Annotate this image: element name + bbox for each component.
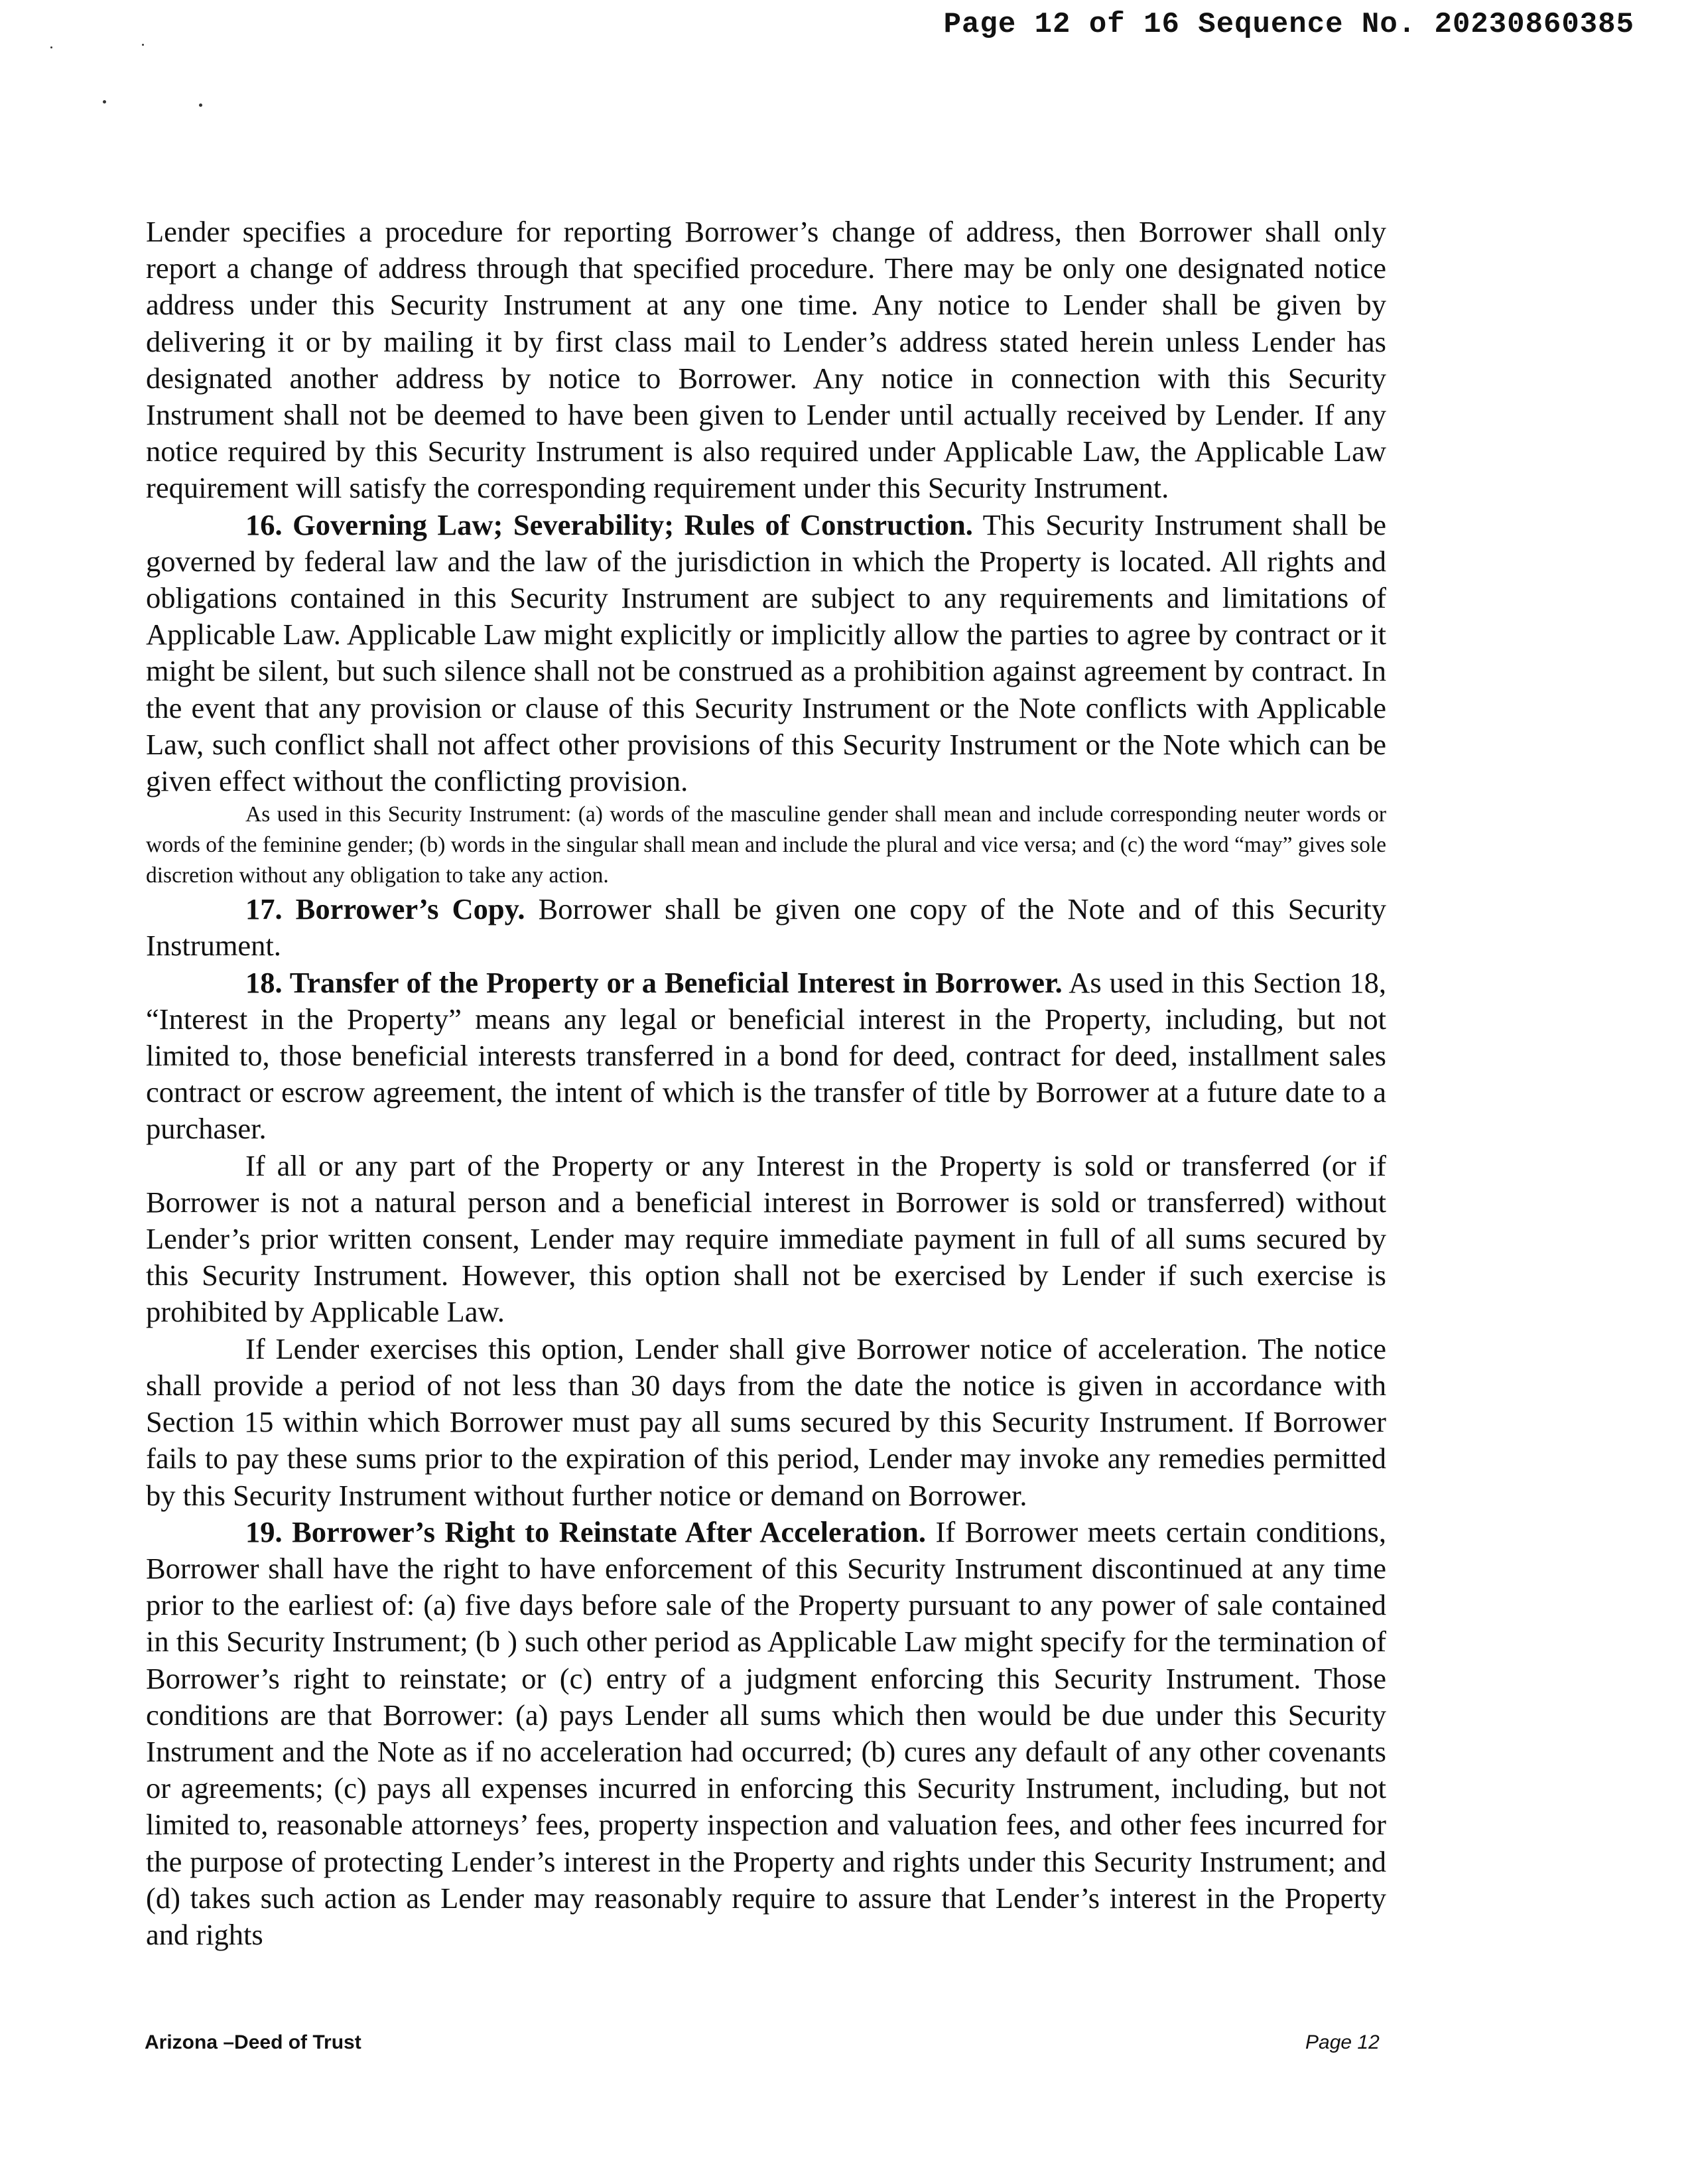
page-sequence-header: Page 12 of 16 Sequence No. 20230860385	[943, 8, 1634, 41]
section-18	[146, 965, 1386, 1148]
section-18-paragraph-2: If all or any part of the Property or any Interest in the Property is sold or transferred (or if Borrower is not a natural person and a beneficial interest in Borrower is sold or transferred) without Lender’s prior written consent, Lender may require immediate payment in full of all sums secured by this Security Instrument. However, this option shall not be exercised by Lender if such exercise is prohibited by Applicable Law.	[146, 1148, 1386, 1329]
section-16-construction-rules: As used in this Security Instrument: (a) words of the masculine gender shall mean and include corresponding neuter words or words of the feminine gender; (b) words in the singular shall mean and include the plural and vice versa; and (c) the word “may” gives sole discretion without any obligation to take any action.	[146, 802, 1386, 888]
footer-page-number: Page 12	[1305, 2031, 1380, 2053]
section-18-heading: 18. Transfer of the Property or a Beneficial Interest in Borrower.	[245, 965, 1063, 999]
footer-document-title: Arizona –Deed of Trust	[145, 2031, 361, 2053]
scan-speck	[103, 100, 106, 103]
document-body	[146, 214, 1386, 1953]
paragraph-notice-continued: Lender specifies a procedure for reporting Borrower’s change of address, then Borrower shall only report a change of address through that specified procedure. There may be only one designated notice address under this Security Instrument at any one time. Any notice to Lender shall be given by delivering it or by mailing it by first class mail to Lender’s address stated herein unless Lender has designated another address by notice to Borrower. Any notice in connection with this Security Instrument shall not be deemed to have been given to Lender until actually received by Lender. If any notice required by this Security Instrument is also required under Applicable Law, the Applicable Law requirement will satisfy the corresponding requirement under this Security Instrument.	[146, 215, 1386, 505]
section-18-paragraph-3: If Lender exercises this option, Lender shall give Borrower notice of acceleration. The notice shall provide a period of not less than 30 days from the date the notice is given in accordance with Section 15 within which Borrower must pay all sums secured by this Security Instrument. If Borrower fails to pay these sums prior to the expiration of this period, Lender may invoke any remedies permitted by this Security Instrument without further notice or demand on Borrower.	[146, 1331, 1386, 1512]
scan-speck	[142, 44, 144, 46]
section-17	[146, 891, 1386, 964]
section-19-text: If Borrower meets certain conditions, Borrower shall have the right to have enforcement of this Security Instrument discontinued at any time prior to the earliest of: (a) five days before sale of the Property pursuant to any power of sale contained in this Security Instrument; (b ) such other period as Applicable Law might specify for the termination of Borrower’s right to reinstate; or (c) entry of a judgment enforcing this Security Instrument. Those conditions are that Borrower: (a) pays Lender all sums which then would be due under this Security Instrument and the Note as if no acceleration had occurred; (b) cures any default of any other covenants or agreements; (c) pays all expenses incurred in enforcing this Security Instrument, including, but not limited to, reasonable attorneys’ fees, property inspection and valuation fees, and other fees incurred for the purpose of protecting Lender’s interest in the Property and rights under this Security Instrument; and (d) takes such action as Lender may reasonably require to assure that Lender’s interest in the Property and rights	[146, 1515, 1386, 1951]
section-16	[146, 507, 1386, 800]
section-17-text: Borrower shall be given one copy of the Note and of this Security Instrument.	[146, 892, 1386, 963]
section-16-text: This Security Instrument shall be governed by federal law and the law of the jurisdiction in which the Property is located. All rights and obligations contained in this Security Instrument are subject to any requirements and limitations of Applicable Law. Applicable Law might explicitly or implicitly allow the parties to agree by contract or it might be silent, but such silence shall not be construed as a prohibition against agreement by contract. In the event that any provision or clause of this Security Instrument or the Note conflicts with Applicable Law, such conflict shall not affect other provisions of this Security Instrument or the Note which can be given effect without the conflicting provision.	[146, 508, 1387, 798]
section-18-text: As used in this Section 18, “Interest in the Property” means any legal or beneficial interest in the Property, including, but not limited to, those beneficial interests transferred in a bond for deed, contract for deed, installment sales contract or escrow agreement, the intent of which is the transfer of title by Borrower at a future date to a purchaser.	[146, 965, 1386, 1146]
section-19	[146, 1514, 1386, 1953]
section-19-heading: 19. Borrower’s Right to Reinstate After Acceleration.	[245, 1515, 927, 1548]
scan-speck	[199, 103, 202, 107]
scan-speck	[50, 46, 52, 48]
section-16-heading: 16. Governing Law; Severability; Rules of Construction.	[245, 508, 973, 541]
section-17-heading: 17. Borrower’s Copy.	[245, 892, 525, 926]
